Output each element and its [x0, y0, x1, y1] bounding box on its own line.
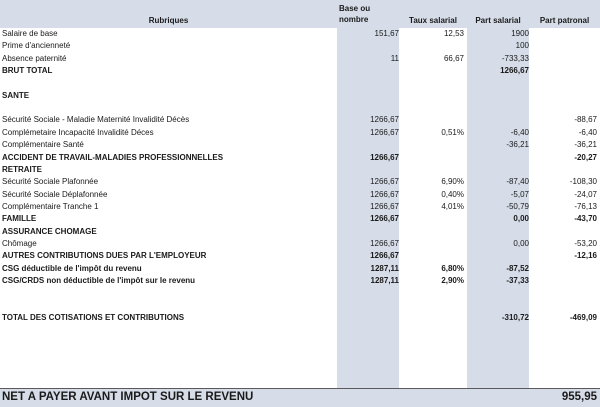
table-row	[0, 152, 600, 164]
table-row	[0, 213, 600, 225]
row-label: Complémetaire Incapacité Invalidité Déces	[2, 127, 154, 137]
row-base: 1266,67	[370, 115, 399, 125]
row-base: 151,67	[374, 29, 399, 38]
table-row	[0, 287, 600, 299]
row-base: 1287,11	[370, 276, 399, 285]
row-part-salarial: -37,33	[506, 276, 529, 285]
header-taux-salarial: Taux salarial	[409, 16, 457, 25]
row-part-patronal: -24,07	[574, 189, 597, 199]
net-a-payer-label: NET A PAYER AVANT IMPOT SUR LE REVENU	[2, 391, 254, 403]
table-row	[0, 250, 600, 262]
row-base: 1266,67	[370, 127, 399, 137]
header-base-ou-nombre	[339, 0, 397, 28]
row-base: 1266,67	[370, 201, 399, 211]
row-part-patronal: -76,13	[574, 201, 597, 211]
net-a-payer-row	[0, 388, 600, 407]
row-part-salarial: -5,07	[510, 189, 529, 199]
row-label: Absence paternité	[2, 53, 67, 63]
row-part-patronal: -20,27	[574, 152, 597, 162]
row-label: ASSURANCE CHOMAGE	[2, 226, 97, 236]
row-part-patronal: -469,09	[569, 313, 597, 323]
row-base: 1266,67	[370, 152, 399, 162]
table-row	[0, 300, 600, 312]
table-row	[0, 77, 600, 89]
table-row	[0, 65, 600, 77]
row-label: Sécurité Sociale - Maladie Maternité Invalidité Décès	[2, 115, 190, 125]
table-row	[0, 90, 600, 102]
table-row	[0, 312, 600, 324]
row-base: 1287,11	[370, 263, 399, 273]
row-part-salarial: -310,72	[501, 313, 529, 323]
row-taux: 0,51%	[441, 127, 464, 137]
row-part-patronal: -12,16	[574, 251, 597, 261]
table-row	[0, 263, 600, 275]
row-taux: 12,53	[443, 29, 464, 38]
table-row	[0, 189, 600, 201]
header-base-line1: Base ou	[339, 4, 371, 13]
row-part-salarial: 0,00	[513, 214, 529, 224]
table-row	[0, 127, 600, 139]
row-label: Sécurité Sociale Déplafonnée	[2, 189, 108, 199]
row-part-salarial: -87,40	[506, 177, 529, 187]
row-taux: 4,01%	[441, 201, 464, 211]
row-base: 1266,67	[370, 251, 399, 261]
row-label: Chômage	[2, 238, 37, 248]
row-part-patronal: -53,20	[574, 238, 597, 248]
table-row	[0, 28, 600, 40]
row-part-salarial: -87,52	[506, 263, 529, 273]
table-row	[0, 40, 600, 52]
row-base: 1266,67	[370, 189, 399, 199]
row-part-patronal: -6,40	[578, 127, 597, 137]
row-part-patronal: -88,67	[574, 115, 597, 125]
row-part-salarial: -36,21	[506, 140, 529, 150]
row-base: 1266,67	[370, 177, 399, 187]
net-a-payer-value: 955,95	[561, 391, 597, 403]
header-part-patronal: Part patronal	[539, 16, 590, 25]
row-label: Complémentaire Tranche 1	[2, 201, 99, 211]
row-label: Complémentaire Santé	[2, 140, 84, 150]
row-taux: 2,90%	[441, 276, 464, 285]
row-label: RETRAITE	[2, 164, 42, 174]
row-label: FAMILLE	[2, 214, 37, 224]
row-part-patronal: -43,70	[574, 214, 597, 224]
row-part-patronal: -108,30	[569, 177, 597, 187]
row-taux: 0,40%	[441, 189, 464, 199]
table-row	[0, 102, 600, 114]
header-rubriques: Rubriques	[148, 16, 189, 25]
row-base: 1266,67	[370, 238, 399, 248]
header-part-salarial: Part salarial	[475, 16, 521, 25]
row-label: Salaire de base	[2, 29, 58, 38]
row-taux: 6,90%	[441, 177, 464, 187]
row-base: 11	[390, 53, 399, 63]
table-row	[0, 238, 600, 250]
table-row	[0, 139, 600, 151]
row-label: Prime d'ancienneté	[2, 41, 71, 51]
table-row	[0, 164, 600, 176]
table-row	[0, 201, 600, 213]
row-part-salarial: -50,79	[506, 201, 529, 211]
row-part-salarial: -733,33	[501, 53, 529, 63]
row-part-salarial: 0,00	[513, 238, 529, 248]
row-label: SANTE	[2, 90, 30, 100]
row-part-salarial: 100	[515, 41, 529, 51]
row-part-salarial: 1266,67	[500, 66, 529, 76]
row-label: AUTRES CONTRIBUTIONS DUES PAR L'EMPLOYEUR	[2, 251, 207, 261]
row-part-patronal: -36,21	[574, 140, 597, 150]
row-label: ACCIDENT DE TRAVAIL-MALADIES PROFESSIONNELLES	[2, 152, 224, 162]
row-label: TOTAL DES COTISATIONS ET CONTRIBUTIONS	[2, 313, 185, 323]
header-base-line2: nombre	[339, 15, 369, 24]
table-row	[0, 176, 600, 188]
table-row	[0, 53, 600, 65]
row-taux: 66,67	[443, 53, 464, 63]
table-row	[0, 114, 600, 126]
row-label: BRUT TOTAL	[2, 66, 53, 76]
row-label: CSG déductible de l'impôt du revenu	[2, 263, 142, 273]
row-part-salarial: 1900	[511, 29, 529, 38]
table-row	[0, 275, 600, 287]
row-label: CSG/CRDS non déductible de l'impôt sur le revenu	[2, 276, 196, 285]
row-label: Sécurité Sociale Plafonnée	[2, 177, 99, 187]
row-part-salarial: -6,40	[510, 127, 529, 137]
row-base: 1266,67	[370, 214, 399, 224]
row-taux: 6,80%	[441, 263, 464, 273]
table-row	[0, 226, 600, 238]
